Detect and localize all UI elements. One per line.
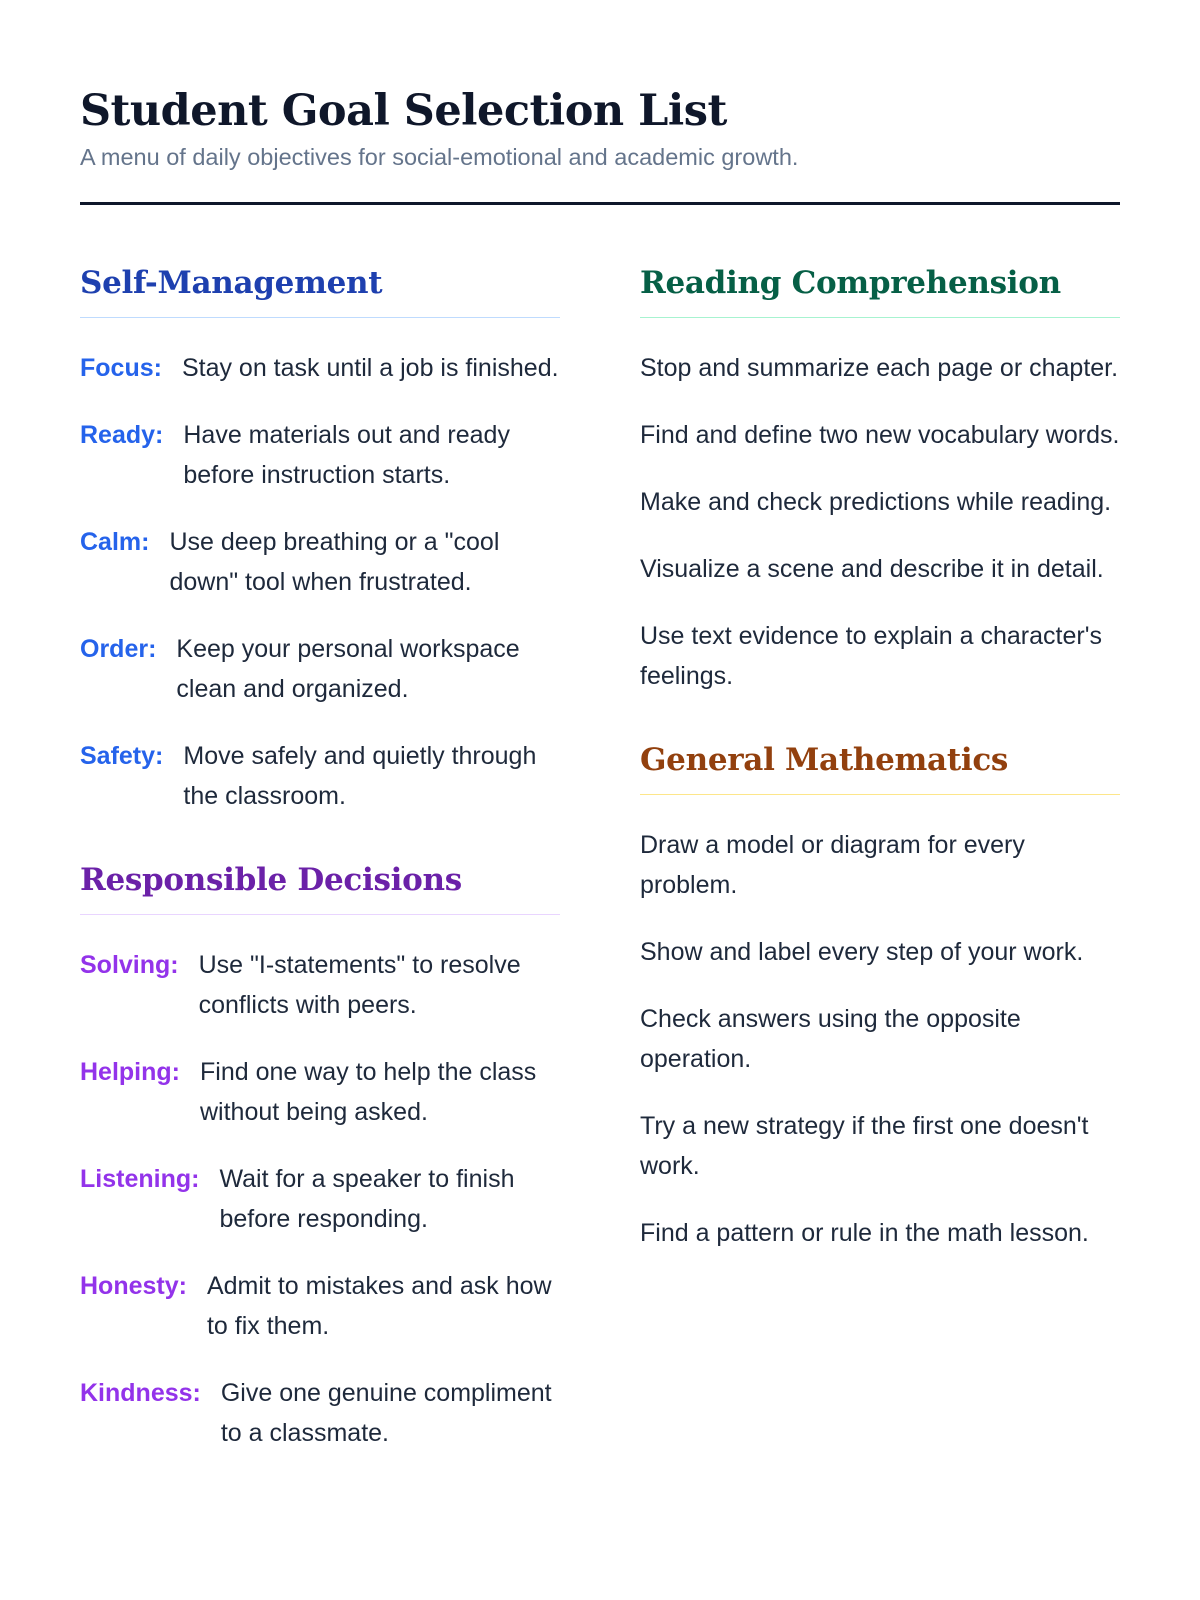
section-general-mathematics: [640, 740, 1120, 1253]
goal-item: Draw a model or diagram for every problem.: [640, 831, 1025, 899]
goal-item: Find a pattern or rule in the math lesson.: [640, 1219, 1089, 1247]
goal-item: [80, 415, 560, 495]
goal-item: Find and define two new vocabulary words.: [640, 421, 1120, 449]
goal-item: Check answers using the opposite operation.: [640, 1005, 1021, 1073]
page-title: Student Goal Selection List: [80, 86, 727, 136]
goal-item: [80, 348, 560, 388]
goal-label: Focus:: [80, 354, 162, 382]
goal-text: Use deep breathing or a "cool down" tool when frustrated.: [169, 528, 500, 596]
goal-label: Calm:: [80, 528, 150, 556]
section-title: Responsible Decisions: [80, 860, 560, 915]
page-header: [80, 82, 1120, 205]
goal-columns: [80, 263, 1120, 1497]
goal-item: Visualize a scene and describe it in detail.: [640, 555, 1104, 583]
left-column: [80, 263, 560, 1497]
goal-item: [80, 1052, 560, 1132]
goal-item: Make and check predictions while reading.: [640, 488, 1112, 516]
goal-text: Wait for a speaker to finish before responding.: [219, 1165, 515, 1233]
goal-label: Solving:: [80, 951, 179, 979]
goal-label: Order:: [80, 635, 157, 663]
goal-label: Safety:: [80, 742, 164, 770]
goal-item: [80, 736, 560, 816]
goal-label: Listening:: [80, 1165, 200, 1193]
goal-item: [80, 629, 560, 709]
goal-text: Give one genuine compliment to a classmate.: [220, 1379, 552, 1447]
right-column: [640, 263, 1120, 1497]
goal-item: [80, 1266, 560, 1346]
goal-item: Show and label every step of your work.: [640, 938, 1084, 966]
section-responsible-decisions: [80, 860, 560, 1453]
goal-text: Keep your personal workspace clean and organized.: [176, 635, 520, 703]
goal-text: Admit to mistakes and ask how to fix them.: [206, 1272, 552, 1340]
section-title: Reading Comprehension: [640, 263, 1120, 318]
goal-text: Use "I-statements" to resolve conflicts with peers.: [198, 951, 521, 1019]
goal-text: Stay on task until a job is finished.: [181, 354, 559, 382]
goal-text: Move safely and quietly through the classroom.: [183, 742, 537, 810]
goal-label: Kindness:: [80, 1379, 201, 1407]
section-self-management: [80, 263, 560, 816]
goal-text: Have materials out and ready before instruction starts.: [183, 421, 510, 489]
goal-item: [80, 945, 560, 1025]
section-reading-comprehension: [640, 263, 1120, 696]
goal-text: Find one way to help the class without being asked.: [200, 1058, 537, 1126]
section-title: Self-Management: [80, 263, 560, 318]
goal-label: Ready:: [80, 421, 164, 449]
goal-label: Helping:: [80, 1058, 180, 1086]
section-title: General Mathematics: [640, 740, 1120, 795]
goal-item: Try a new strategy if the first one doesn't work.: [640, 1112, 1089, 1180]
goal-item: [80, 1373, 560, 1453]
page-subtitle: A menu of daily objectives for social-emotional and academic growth.: [80, 144, 799, 170]
goal-item: [80, 522, 560, 602]
goal-label: Honesty:: [80, 1272, 187, 1300]
goal-item: [80, 1159, 560, 1239]
goal-item: Stop and summarize each page or chapter.: [640, 354, 1119, 382]
goal-item: Use text evidence to explain a character's feelings.: [640, 622, 1102, 690]
